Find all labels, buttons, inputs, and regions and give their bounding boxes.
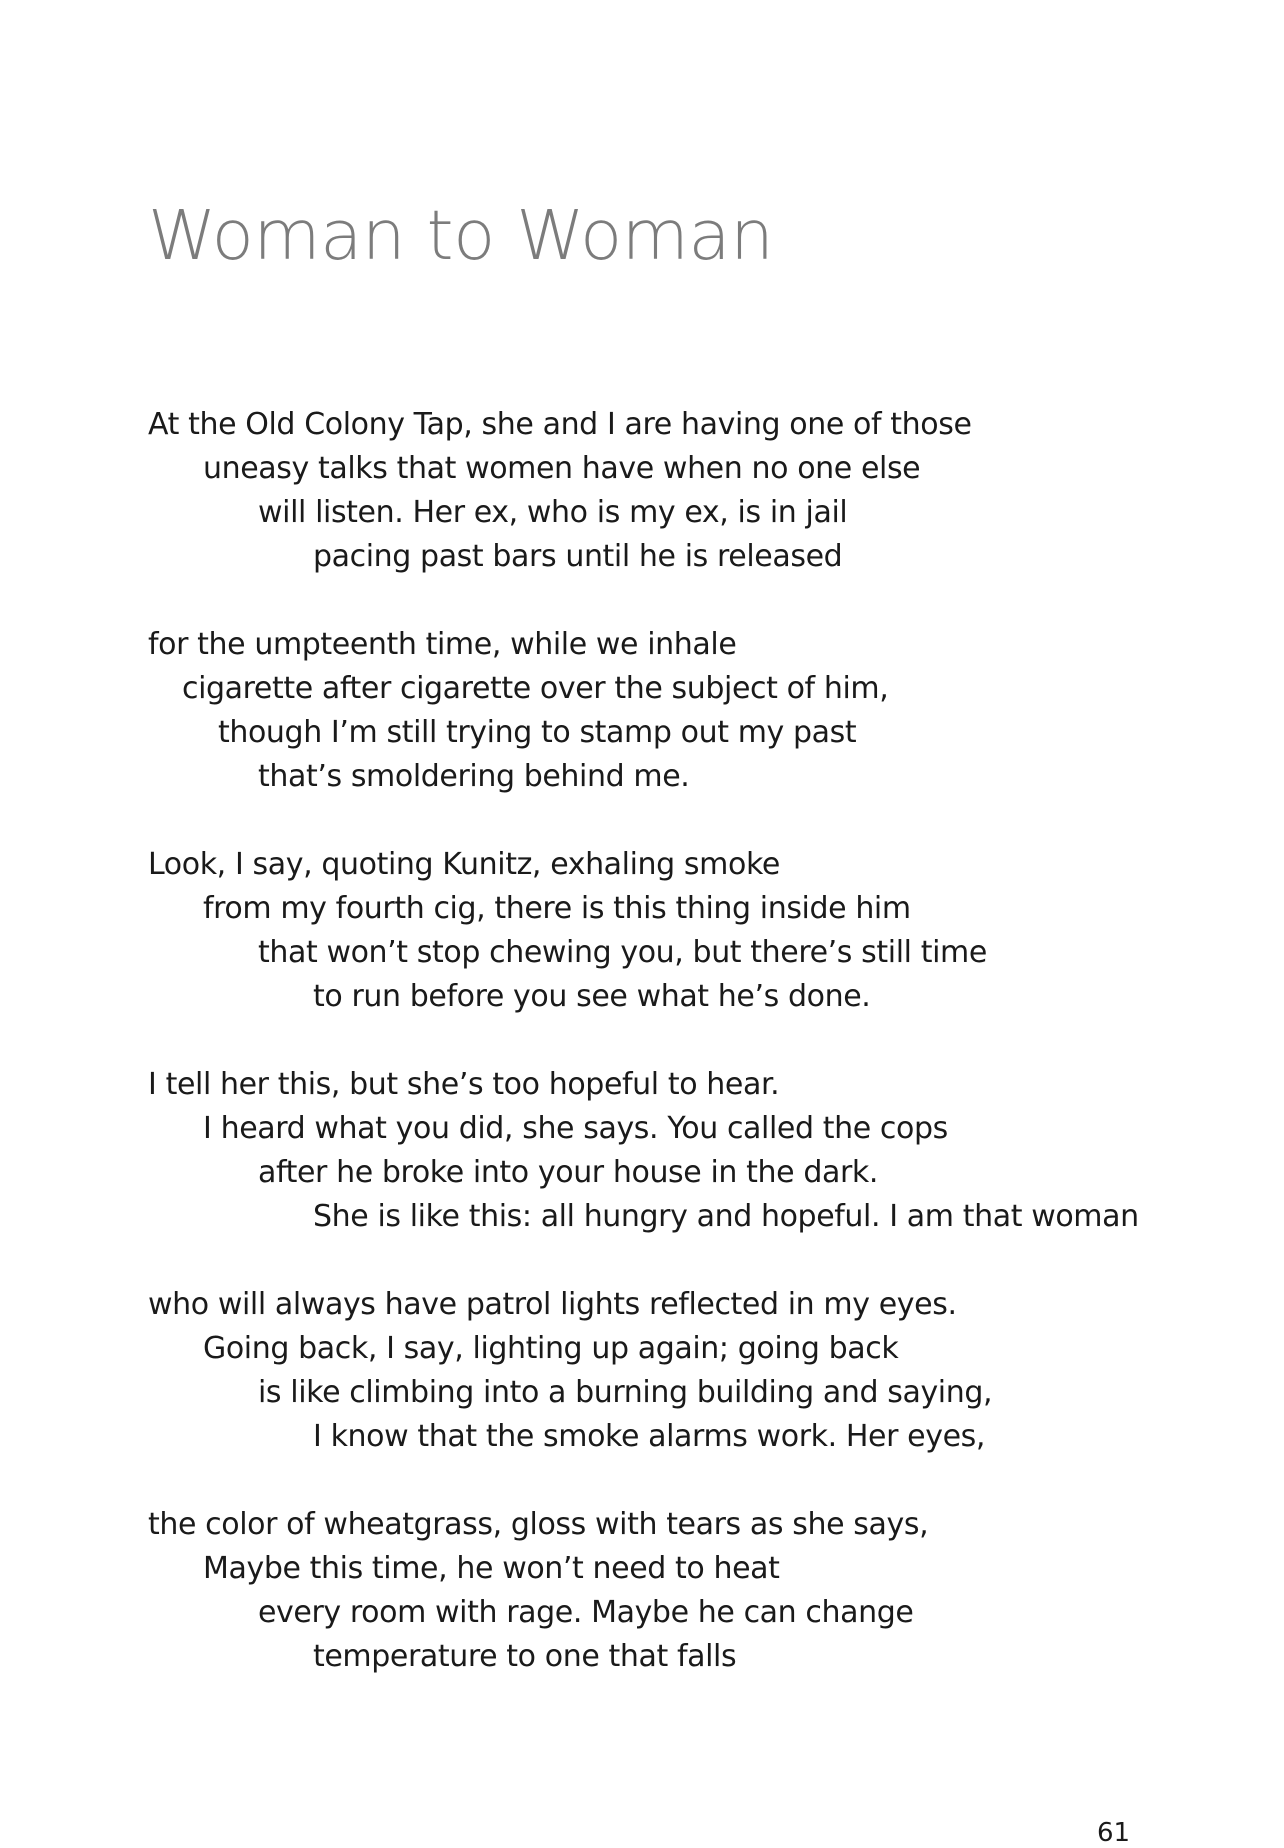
stanza-2 — [148, 623, 1188, 799]
stanza-5 — [148, 1283, 1188, 1459]
page-number: 61 — [1097, 1818, 1131, 1848]
poem-line: At the Old Colony Tap, she and I are having one of those — [148, 407, 972, 442]
poem-line: for the umpteenth time, while we inhale — [148, 627, 737, 662]
poem-line: every room with rage. Maybe he can change — [258, 1595, 914, 1630]
poem-line: pacing past bars until he is released — [313, 539, 843, 574]
poem-line: Maybe this time, he won’t need to heat — [203, 1551, 780, 1586]
poem-line: She is like this: all hungry and hopeful. I am that woman — [313, 1199, 1139, 1234]
poem-line: Look, I say, quoting Kunitz, exhaling smoke — [148, 847, 780, 882]
poem-line: I tell her this, but she’s too hopeful to hear. — [148, 1067, 780, 1102]
poem-line: who will always have patrol lights reflected in my eyes. — [148, 1287, 957, 1322]
poem-line: I heard what you did, she says. You called the cops — [203, 1111, 948, 1146]
poem-line: cigarette after cigarette over the subject of him, — [182, 671, 889, 706]
poem-line: will listen. Her ex, who is my ex, is in jail — [258, 495, 848, 530]
poem-line: though I’m still trying to stamp out my past — [218, 715, 857, 750]
poem-line: to run before you see what he’s done. — [313, 979, 871, 1014]
page-title: Woman to Woman — [148, 196, 774, 276]
poem-line: from my fourth cig, there is this thing inside him — [203, 891, 911, 926]
poem-line: I know that the smoke alarms work. Her eyes, — [313, 1419, 986, 1454]
poem-line: is like climbing into a burning building and saying, — [258, 1375, 993, 1410]
poem-line: that won’t stop chewing you, but there’s still time — [258, 935, 987, 970]
stanza-3 — [148, 843, 1188, 1019]
poem-line: the color of wheatgrass, gloss with tears as she says, — [148, 1507, 929, 1542]
poem-line: that’s smoldering behind me. — [258, 759, 690, 794]
poem-line: after he broke into your house in the dark. — [258, 1155, 879, 1190]
poem-body — [148, 403, 1188, 1723]
poem-line: Going back, I say, lighting up again; going back — [203, 1331, 899, 1366]
stanza-4 — [148, 1063, 1188, 1239]
stanza-1 — [148, 403, 1188, 579]
poem-line: temperature to one that falls — [313, 1639, 737, 1674]
stanza-6 — [148, 1503, 1188, 1679]
poem-line: uneasy talks that women have when no one else — [203, 451, 921, 486]
